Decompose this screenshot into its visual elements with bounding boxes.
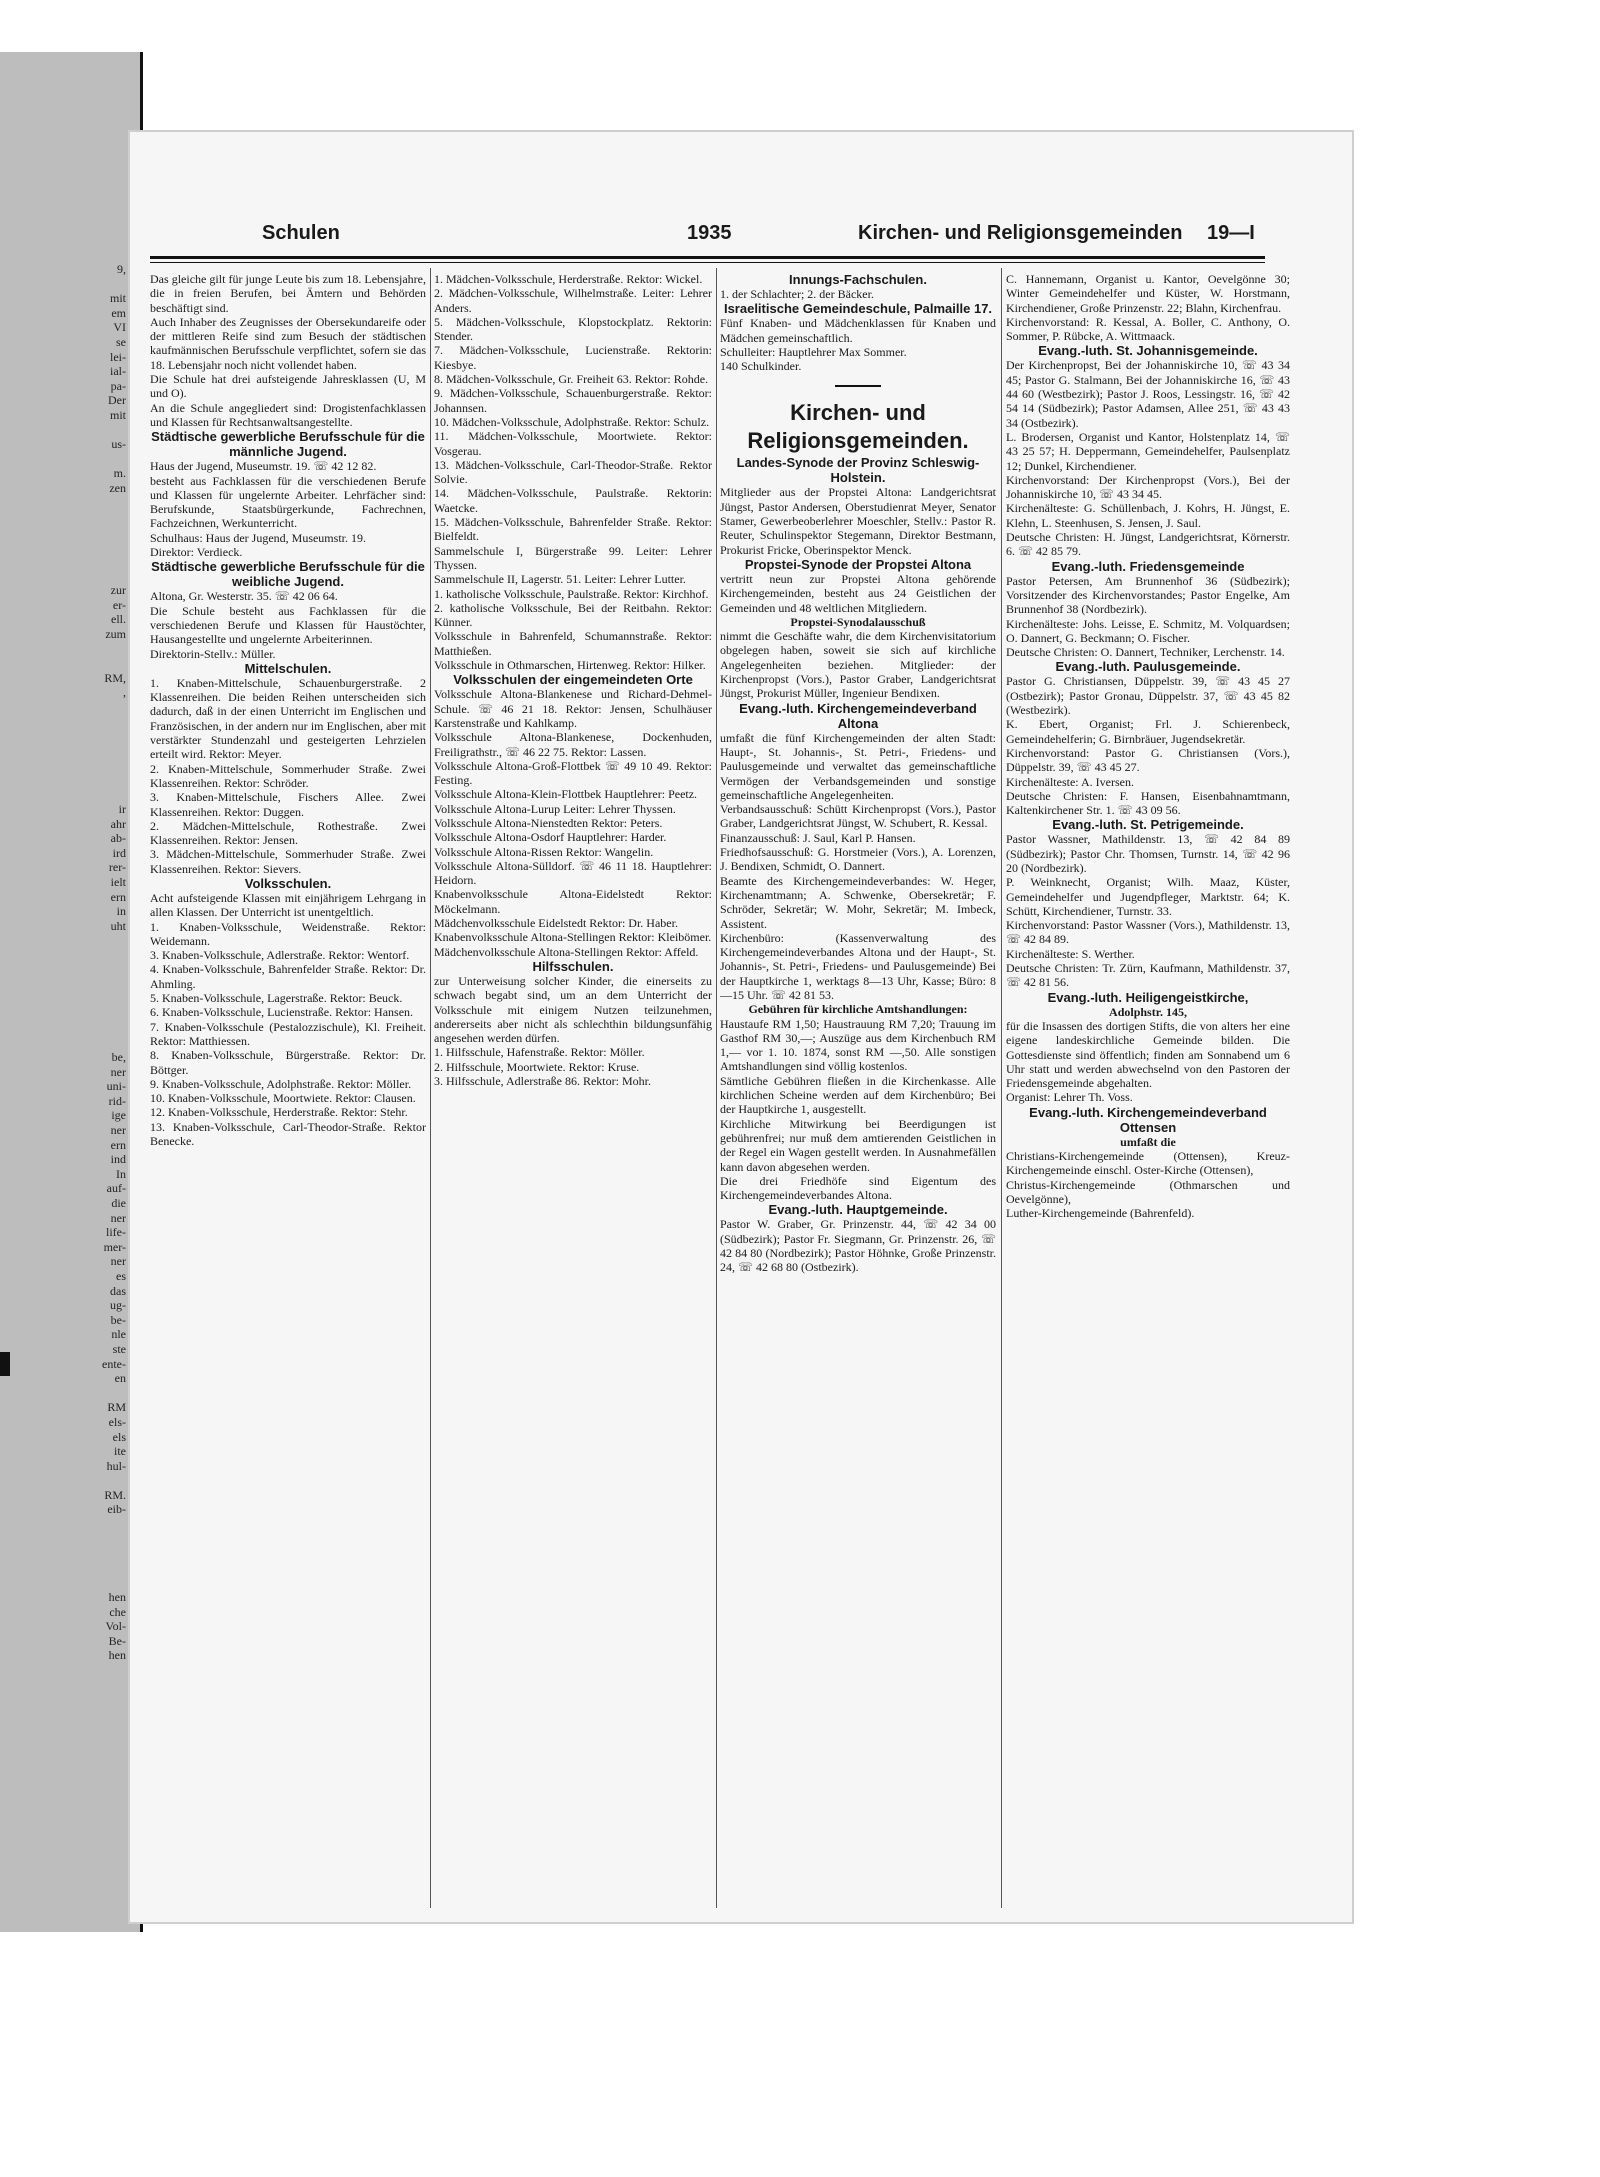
entry-paragraph: Kirchliche Mitwirkung bei Beerdigungen ist gebührenfrei; nur muß dem amtierenden Geistlichen in der Regel ein Wagen gestellt werden. In Ausnahmefällen kann davon abgesehen werden. (720, 1116, 996, 1174)
entry-paragraph: Die drei Friedhöfe sind Eigentum des Kirchengemeindeverbandes Altona. (720, 1173, 996, 1203)
section-heading: Städtische gewerbliche Berufsschule für die weibliche Jugend. (151, 559, 425, 590)
entry-paragraph: Kirchenälteste: A. Iversen. (1006, 774, 1134, 789)
entry-paragraph: 13. Knaben-Volksschule, Carl-Theodor-Straße. Rektor Benecke. (150, 1119, 426, 1149)
entry-paragraph: Fünf Knaben- und Mädchenklassen für Knaben und Mädchen gemeinschaftlich. (720, 316, 996, 345)
entry-paragraph: zur Unterweisung solcher Kinder, die einerseits zu schwach begabt sind, um an dem Unterricht der Volksschule mit einigem Nutzen teilzunehmen, andererseits aber nicht als schlechthin bildungsunfähig angesehen werden dürfen. (434, 973, 712, 1046)
entry-paragraph: 13. Mädchen-Volksschule, Carl-Theodor-Straße. Rektor Solvie. (434, 457, 712, 487)
entry-paragraph: 1. der Schlachter; 2. der Bäcker. (720, 287, 874, 301)
entry-paragraph: Direktorin-Stellv.: Müller. (150, 646, 276, 661)
page-number: 19—I (1207, 222, 1255, 244)
entry-paragraph: Deutsche Christen: Tr. Zürn, Kaufmann, Mathildenstr. 37, ☏ 42 81 56. (1006, 961, 1290, 990)
margin-mark (0, 1352, 10, 1376)
entry-paragraph: Volksschule Altona-Groß-Flottbek ☏ 49 10 49. Rektor: Festing. (434, 758, 712, 788)
entry-paragraph: 1. Mädchen-Volksschule, Herderstraße. Rektor: Wickel. (434, 272, 703, 286)
entry-paragraph: Beamte des Kirchengemeindeverbandes: W. Heger, Kirchenamtmann; A. Schwenke, Obersekretär; F. Schröder, Sekretär; W. Mohr, Sekretär; M. Imbeck, Assistent. (720, 873, 996, 931)
section-heading: Landes-Synode der Provinz Schleswig-Holstein. (736, 455, 980, 486)
entry-paragraph: Knabenvolksschule Altona-Eidelstedt Rektor: Möckelmann. (434, 887, 712, 916)
header-rule-thick (150, 256, 1265, 259)
entry-paragraph: Friedhofsausschuß: G. Horstmeier (Vors.), A. Lorenzen, J. Bendixen, Schmidt, O. Dannert. (720, 845, 996, 874)
entry-paragraph: 9. Knaben-Volksschule, Adolphstraße. Rektor: Möller. (150, 1076, 412, 1091)
section-heading: Evang.-luth. Friedensgemeinde (1051, 558, 1245, 574)
header-left: Schulen (262, 222, 340, 244)
entry-paragraph: 140 Schulkinder. (720, 359, 802, 374)
section-heading: Volksschulen. (244, 875, 332, 891)
entry-paragraph: P. Weinknecht, Organist; Wilh. Maaz, Küster, Gemeindehelfer und Jugendpfleger, Marktstr. 64; K. Schütt, Kirchendiener, Turnstr. 33. (1006, 875, 1290, 918)
entry-paragraph: Deutsche Christen: H. Jüngst, Landgerichtsrat, Körnerstr. 6. ☏ 42 85 79. (1006, 530, 1290, 559)
entry-paragraph: Volksschule Altona-Lurup Leiter: Lehrer Thyssen. (434, 801, 676, 816)
entry-paragraph: C. Hannemann, Organist u. Kantor, Oevelgönne 30; Winter Gemeindehelfer und Küster, W. Horstmann, Kirchendiener, Große Prinzenstr. 22; Blahn, Kirchenfrau. (1006, 272, 1290, 315)
entry-paragraph: Acht aufsteigende Klassen mit einjährigem Lehrgang in allen Klassen. Der Unterricht ist unentgeltlich. (150, 890, 426, 920)
entry-paragraph: Kirchenvorstand: Der Kirchenpropst (Vors.), Bei der Johanniskirche 10, ☏ 43 34 45. (1006, 472, 1290, 502)
entry-paragraph: Volksschule Altona-Osdorf Hauptlehrer: Harder. (434, 830, 667, 845)
entry-paragraph: L. Brodersen, Organist und Kantor, Holstenplatz 14, ☏ 43 25 57; H. Deppermann, Gemeindehelfer, Paulsenplatz 12; Dunkel, Kirchendiener. (1006, 429, 1290, 473)
entry-paragraph: Volksschule Altona-Blankenese, Dockenhuden, Freiligrathstr., ☏ 46 22 75. Rektor: Lassen. (434, 730, 712, 759)
entry-paragraph: Deutsche Christen: O. Dannert, Techniker, Lerchenstr. 14. (1006, 645, 1285, 660)
entry-paragraph: 12. Knaben-Volksschule, Herderstraße. Rektor: Stehr. (150, 1105, 408, 1120)
entry-paragraph: Schulleiter: Hauptlehrer Max Sommer. (720, 344, 907, 359)
entry-paragraph: Die Schule besteht aus Fachklassen für die verschiedenen Berufe und Klassen für Haustöchter, Hausangestellte und ungelernte Arbeiterinnen. (150, 603, 426, 647)
entry-paragraph: 10. Mädchen-Volksschule, Adolphstraße. Rektor: Schulz. (434, 414, 710, 429)
entry-paragraph: Sammelschule II, Lagerstr. 51. Leiter: Lehrer Lutter. (434, 572, 686, 587)
entry-paragraph: An die Schule angegliedert sind: Drogistenfachklassen und Klassen für Rechtsanwaltsangestellte. (150, 400, 426, 429)
entry-paragraph: Luther-Kirchengemeinde (Bahrenfeld). (1006, 1206, 1195, 1221)
entry-paragraph: umfaßt die fünf Kirchengemeinden der alten Stadt: Haupt-, St. Johannis-, St. Petri-, Friedens- und Paulusgemeinde und verwaltet das gemeinschaftliche Vermögen der Verbandsgemeinden und sonstige gemeinschaftliche Angelegenheiten. (720, 730, 996, 802)
entry-paragraph: 14. Mädchen-Volksschule, Paulstraße. Rektorin: Waetcke. (434, 486, 712, 515)
section-heading: Innungs-Fachschulen. (789, 272, 927, 287)
entry-paragraph: Verbandsausschuß: Schütt Kirchenpropst (Vors.), Pastor Graber, Landgerichtsrat Jüngst, W. Schubert, R. Kessal. (720, 802, 996, 831)
entry-paragraph: Christians-Kirchengemeinde (Ottensen), Kreuz-Kirchengemeinde einschl. Oster-Kirche (Ottensen), (1006, 1149, 1290, 1178)
entry-paragraph: 1. Knaben-Volksschule, Weidenstraße. Rektor: Weidemann. (150, 919, 426, 948)
entry-paragraph: Haus der Jugend, Museumstr. 19. ☏ 42 12 82. (150, 459, 377, 474)
running-header (262, 222, 1262, 252)
subheading: Propstei-Synodalausschuß (790, 614, 926, 629)
entry-paragraph: Der Kirchenpropst, Bei der Johanniskirche 10, ☏ 43 34 45; Pastor G. Stalmann, Bei der Johanniskirche 16, ☏ 43 44 60 (Westbezirk); Pastor J. Roos, Lessingstr. 16, ☏ 42 54 14 (Südbezirk); Pastor Adamsen, Allee 251, ☏ 43 43 34 (Ostbezirk). (1006, 358, 1290, 430)
entry-paragraph: Volksschule Altona-Blankenese und Richard-Dehmel-Schule. ☏ 46 21 18. Rektor: Jensen, Schulhäuser Karstenstraße und Kahlkamp. (434, 687, 712, 730)
entry-paragraph: 2. Mädchen-Mittelschule, Rothestraße. Zwei Klassenreihen. Rektor: Jensen. (150, 818, 426, 848)
entry-paragraph: Das gleiche gilt für junge Leute bis zum 18. Lebensjahre, die in freien Berufen, bei Ämtern und Behörden beschäftigt sind. (150, 272, 426, 315)
entry-paragraph: Altona, Gr. Westerstr. 35. ☏ 42 06 64. (150, 589, 338, 604)
entry-paragraph: Sämtliche Gebühren fließen in die Kirchenkasse. Alle kirchlichen Scheine werden auf dem Kirchenbüro; Bei der Hauptkirche 1, ausgestellt. (720, 1073, 996, 1117)
entry-paragraph: Christus-Kirchengemeinde (Othmarschen und Oevelgönne), (1006, 1177, 1290, 1206)
entry-paragraph: Volksschule Altona-Rissen Rektor: Wangelin. (434, 844, 654, 859)
entry-paragraph: 1. katholische Volksschule, Paulstraße. Rektor: Kirchhof. (434, 586, 709, 601)
section-heading: Hilfsschulen. (532, 958, 614, 974)
adjacent-page-text: 9, mit em VI se lei- ial- pa- Der mit us- m. zen zur er- ell. zum RM, , ir ahr ab- ird rer- ielt ern in uht be, ner uni- rid- ige ner ern ind In auf- die ner life- mer- ner es das ug- be- nle ste ente- en RM els- els ite hul- RM. eib- hen che Vol- Be- hen (102, 262, 126, 1663)
entry-paragraph: Pastor Petersen, Am Brunnenhof 36 (Südbezirk); Vorsitzender des Kirchenvorstandes; Pastor Engelke, Am Brunnenhof 38 (Nordbezirk). (1006, 573, 1290, 617)
header-rule-thin (150, 262, 1265, 263)
entry-paragraph: 8. Mädchen-Volksschule, Gr. Freiheit 63. Rektor: Rohde. (434, 372, 709, 387)
entry-paragraph: Pastor Wassner, Mathildenstr. 13, ☏ 42 84 89 (Südbezirk); Pastor Chr. Thomsen, Turnstr. 14, ☏ 42 96 20 (Nordbezirk). (1006, 832, 1290, 875)
entry-paragraph: 5. Knaben-Volksschule, Lagerstraße. Rektor: Beuck. (150, 991, 403, 1006)
entry-paragraph: 7. Knaben-Volksschule (Pestalozzischule), Kl. Freiheit. Rektor: Matthiessen. (150, 1019, 426, 1048)
entry-paragraph: Schulhaus: Haus der Jugend, Museumstr. 19. (150, 530, 366, 545)
adjacent-page-edge (0, 52, 143, 1932)
section-heading: Evang.-luth. Kirchengemeindeverband Ottensen (1029, 1104, 1267, 1135)
entry-paragraph: 3. Hilfsschule, Adlerstraße 86. Rektor: Mohr. (434, 1074, 651, 1089)
section-heading: Volksschulen der eingemeindeten Orte (453, 672, 693, 688)
entry-paragraph: 4. Knaben-Volksschule, Bahrenfelder Straße. Rektor: Dr. Ahmling. (150, 962, 426, 991)
section-heading: Propstei-Synode der Propstei Altona (744, 556, 972, 572)
column-divider (1001, 268, 1002, 1908)
entry-paragraph: Mitglieder aus der Propstei Altona: Landgerichtsrat Jüngst, Pastor Andersen, Oberstudienrat Meyer, Senator Stamer, Gewerbeoberlehrer Moeschler, Stellv.: Pastor R. Reuter, Schulinspektor Stegemann, Direktor Bestmann, Prokurist Fricke, Oberinspektor Menck. (720, 485, 996, 557)
entry-paragraph: Mädchenvolksschule Eidelstedt Rektor: Dr. Haber. (434, 916, 678, 931)
entry-paragraph: vertritt neun zur Propstei Altona gehörende Kirchengemeinden, besteht aus 24 Geistlichen der Gemeinden und 48 weltlichen Mitgliedern. (720, 571, 996, 615)
entry-paragraph: Volksschule in Bahrenfeld, Schumannstraße. Rektor: Matthießen. (434, 629, 712, 658)
entry-paragraph: 9. Mädchen-Volksschule, Schauenburgerstraße. Rektor: Johannsen. (434, 386, 712, 415)
section-heading: Städtische gewerbliche Berufsschule für die männliche Jugend. (151, 429, 425, 460)
column-1 (150, 272, 426, 1912)
entry-paragraph: Sammelschule I, Bürgerstraße 99. Leiter: Lehrer Thyssen. (434, 543, 712, 572)
entry-paragraph: 11. Mädchen-Volksschule, Moortwiete. Rektor: Vosgerau. (434, 429, 712, 458)
entry-paragraph: Volksschule in Othmarschen, Hirtenweg. Rektor: Hilker. (434, 658, 706, 673)
subheading: Adolphstr. 145, (1109, 1004, 1187, 1019)
entry-paragraph: 3. Knaben-Mittelschule, Fischers Allee. Zwei Klassenreihen. Rektor: Duggen. (150, 790, 426, 819)
entry-paragraph: Kirchenälteste: S. Werther. (1006, 946, 1135, 961)
section-heading: Evang.-luth. St. Johannisgemeinde. (1038, 343, 1258, 359)
entry-paragraph: Kirchenälteste: G. Schüllenbach, J. Kohrs, H. Jüngst, E. Klehn, L. Steenhusen, S. Jensen, J. Saul. (1006, 501, 1290, 530)
entry-paragraph: 7. Mädchen-Volksschule, Lucienstraße. Rektorin: Kiesbye. (434, 343, 712, 372)
entry-paragraph: 5. Mädchen-Volksschule, Klopstockplatz. Rektorin: Stender. (434, 314, 712, 344)
entry-paragraph: 10. Knaben-Volksschule, Moortwiete. Rektor: Clausen. (150, 1091, 416, 1106)
entry-paragraph: 1. Hilfsschule, Hafenstraße. Rektor: Möller. (434, 1045, 645, 1060)
entry-paragraph: Die Schule hat drei aufsteigende Jahresklassen (U, M und O). (150, 372, 426, 401)
entry-paragraph: K. Ebert, Organist; Frl. J. Schierenbeck, Gemeindehelferin; G. Birnbräuer, Jugendsekretär. (1006, 717, 1290, 746)
section-heading: Evang.-luth. St. Petrigemeinde. (1052, 817, 1244, 833)
entry-paragraph: Haustaufe RM 1,50; Haustrauung RM 7,20; Trauung im Gasthof RM 30,—; Auszüge aus dem Kirchenbuch RM 1,— vor 1. 10. 1874, sonst RM —,50. Alle sonstigen Amtshandlungen sind völlig kostenlos. (720, 1016, 996, 1074)
section-heading: Evang.-luth. Heiligengeistkirche, (1047, 989, 1249, 1005)
entry-paragraph: Volksschule Altona-Klein-Flottbek Hauptlehrer: Peetz. (434, 787, 698, 802)
entry-paragraph: Finanzausschuß: J. Saul, Karl P. Hansen. (720, 830, 916, 845)
entry-paragraph: Kirchenvorstand: R. Kessal, A. Boller, C. Anthony, O. Sommer, P. Rübcke, A. Wittmaack. (1006, 314, 1290, 344)
entry-paragraph: 2. Mädchen-Volksschule, Wilhelmstraße. Leiter: Lehrer Anders. (434, 286, 712, 315)
header-right: Kirchen- und Religionsgemeinden (858, 222, 1183, 244)
section-heading: Evang.-luth. Kirchengemeindeverband Altona (739, 700, 977, 731)
entry-paragraph: nimmt die Geschäfte wahr, die dem Kirchenvisitatorium obgelegen haben, soweit sie sich auf kirchliche Angelegenheiten beziehen. Mitglieder: der Kirchenpropst (Vors.), Pastor Graber, Landgerichtsrat Jüngst, Prokurist Müller, Ingenieur Bendixen. (720, 629, 996, 701)
entry-paragraph: 3. Mädchen-Mittelschule, Sommerhuder Straße. Zwei Klassenreihen. Rektor: Sievers. (150, 847, 426, 876)
column-2 (434, 272, 712, 1912)
entry-paragraph: 1. Knaben-Mittelschule, Schauenburgerstraße. 2 Klassenreihen. Die beiden Reihen unterscheiden sich dadurch, daß in der einen Unterricht im Englischen und Französischen, in der andern nur im Englischen, aber mit verstärkter Stundenzahl und gesteigerten Lehrzielen erteilt wird. Rektor: Meyer. (150, 675, 426, 762)
section-heading: Evang.-luth. Paulusgemeinde. (1055, 659, 1241, 675)
entry-paragraph: Auch Inhaber des Zeugnisses der Obersekundareife oder der mittleren Reife sind zum Besuch der städtischen kaufmännischen Berufsschule verpflichtet, sofern sie das 18. Lebensjahr noch nicht vollendet haben. (150, 314, 426, 372)
entry-paragraph: 8. Knaben-Volksschule, Bürgerstraße. Rektor: Dr. Böttger. (150, 1048, 426, 1077)
entry-paragraph: Mädchenvolksschule Altona-Stellingen Rektor: Affeld. (434, 944, 699, 959)
section-heading: Israelitische Gemeindeschule, Palmaille 17. (723, 301, 993, 317)
entry-paragraph: Volksschule Altona-Sülldorf. ☏ 46 11 18. Hauptlehrer: Heidorn. (434, 858, 712, 888)
section-divider (835, 385, 881, 387)
entry-paragraph: Kirchenälteste: Johs. Leisse, E. Schmitz, M. Volquardsen; O. Dannert, G. Beckmann; O. Fischer. (1006, 616, 1290, 645)
entry-paragraph: 2. Hilfsschule, Moortwiete. Rektor: Kruse. (434, 1059, 640, 1074)
entry-paragraph: 2. Knaben-Mittelschule, Sommerhuder Straße. Zwei Klassenreihen. Rektor: Schröder. (150, 761, 426, 790)
entry-paragraph: Knabenvolksschule Altona-Stellingen Rektor: Kleibömer. (434, 930, 712, 945)
entry-paragraph: 6. Knaben-Volksschule, Lucienstraße. Rektor: Hansen. (150, 1005, 414, 1020)
column-4 (1006, 272, 1290, 1912)
entry-paragraph: Volksschule Altona-Nienstedten Rektor: Peters. (434, 815, 663, 830)
entry-paragraph: 15. Mädchen-Volksschule, Bahrenfelder Straße. Rektor: Bielfeldt. (434, 515, 712, 544)
entry-paragraph: 2. katholische Volksschule, Bei der Reitbahn. Rektor: Künner. (434, 600, 712, 630)
entry-paragraph: Organist: Lehrer Th. Voss. (1006, 1090, 1133, 1105)
header-year: 1935 (687, 222, 732, 244)
entry-paragraph: Pastor W. Graber, Gr. Prinzenstr. 44, ☏ 42 34 00 (Südbezirk); Pastor Fr. Siegmann, Gr. Prinzenstr. 26, ☏ 42 84 80 (Nordbezirk); Pastor Höhnke, Große Prinzenstr. 24, ☏ 42 68 80 (Ostbezirk). (720, 1217, 996, 1275)
subheading: umfaßt die (1120, 1134, 1176, 1149)
entry-paragraph: Kirchenvorstand: Pastor Wassner (Vors.), Mathildenstr. 13, ☏ 42 84 89. (1006, 918, 1290, 947)
entry-paragraph: Deutsche Christen: F. Hansen, Eisenbahnamtmann, Kaltenkirchener Str. 1. ☏ 43 09 56. (1006, 788, 1290, 818)
section-heading: Evang.-luth. Hauptgemeinde. (768, 1202, 948, 1218)
entry-paragraph: Kirchenvorstand: Pastor G. Christiansen (Vors.), Düppelstr. 39, ☏ 43 45 27. (1006, 745, 1290, 775)
section-heading: Mittelschulen. (244, 660, 332, 676)
entry-paragraph: Pastor G. Christiansen, Düppelstr. 39, ☏ 43 45 27 (Ostbezirk); Pastor Gronau, Düppelstr. 37, ☏ 43 45 82 (Westbezirk). (1006, 674, 1290, 718)
main-heading: Kirchen- und Religionsgemeinden. (747, 400, 969, 454)
column-divider (716, 268, 717, 1908)
entry-paragraph: Kirchenbüro: (Kassenverwaltung des Kirchengemeindeverbandes Altona und der Haupt-, St. Johannis-, St. Petri-, Friedens- und Paulusgemeinde) Bei der Hauptkirche 1, werktags 8—13 Uhr, Kasse; Büro: 8—15 Uhr. ☏ 42 81 53. (720, 930, 996, 1002)
entry-paragraph: besteht aus Fachklassen für die verschiedenen Berufe und Klassen für ungelernte Arbeiter. Lehrfächer sind: Berufskunde, Staatsbürgerkunde, Fachrechnen, Fachzeichnen, Werkunterricht. (150, 473, 426, 531)
subheading: Gebühren für kirchliche Amtshandlungen: (748, 1002, 968, 1017)
column-3 (720, 272, 996, 1912)
entry-paragraph: 3. Knaben-Volksschule, Adlerstraße. Rektor: Wentorf. (150, 948, 410, 963)
column-divider (430, 268, 431, 1908)
entry-paragraph: für die Insassen des dortigen Stifts, die von alters her eine eigene landeskirchliche Gemeinde bilden. Die Gottesdienste sind öffentlich; finden am Sonnabend um 6 Uhr statt und werden abwechselnd von den Pastoren der Friedensgemeinde abgehalten. (1006, 1018, 1290, 1091)
entry-paragraph: Direktor: Verdieck. (150, 545, 243, 560)
